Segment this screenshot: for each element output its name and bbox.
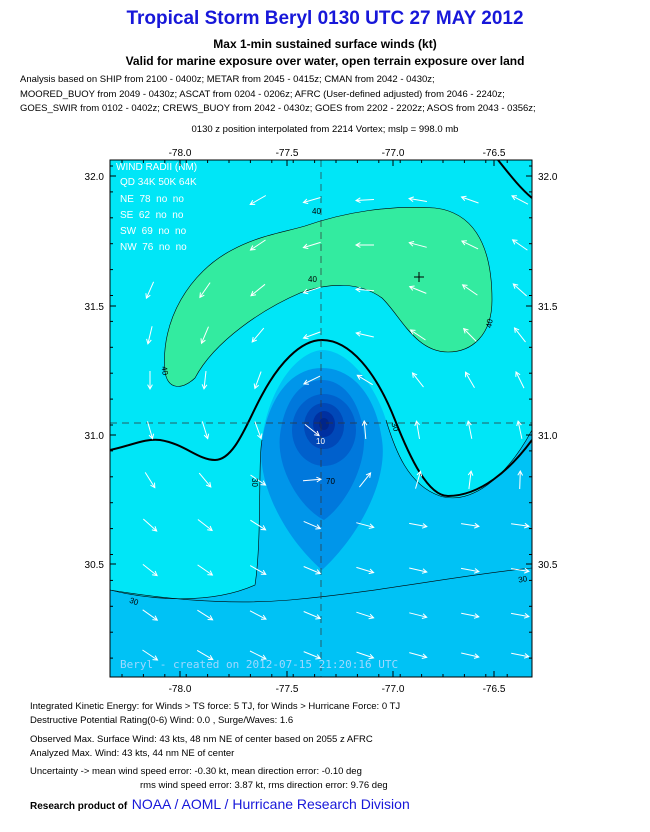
wind-radii-row: SE 62 no no xyxy=(120,210,184,221)
uncertainty-line: Uncertainty -> mean wind speed error: -0.30 kt, mean direction error: -0.10 deg xyxy=(30,766,362,777)
contour-label: 40 xyxy=(159,365,170,376)
lat-labels-right xyxy=(538,172,558,571)
lat-labels-left xyxy=(85,172,105,571)
lon-tick-label: -77.0 xyxy=(381,148,405,159)
lat-tick-label: 31.5 xyxy=(84,302,104,313)
contour-100 xyxy=(319,418,329,430)
wind-radii-row: NE 78 no no xyxy=(120,194,184,205)
ike-line: Integrated Kinetic Energy: for Winds > TS force: 5 TJ, for Winds > Hurricane Force: 0 TJ xyxy=(30,701,401,712)
contour-label: 30 xyxy=(517,574,528,585)
lat-tick-label: 30.5 xyxy=(538,560,558,571)
lon-labels-top xyxy=(169,148,506,159)
observed-max-line: Observed Max. Surface Wind: 43 kts, 48 nm NE of center based on 2055 z AFRC xyxy=(30,734,373,745)
wind-radii-header: QD 34K 50K 64K xyxy=(120,177,197,188)
lon-tick-label: -76.5 xyxy=(482,684,506,695)
research-credit xyxy=(30,796,410,814)
contour-label: 40 xyxy=(312,207,321,216)
lat-tick-label: 32.0 xyxy=(84,172,104,183)
lat-tick-label: 31.5 xyxy=(538,302,558,313)
page-title: Tropical Storm Beryl 0130 UTC 27 MAY 2012 xyxy=(126,8,524,29)
contour-label: 30 xyxy=(250,478,259,487)
subtitle-wind-type: Max 1-min sustained surface winds (kt) xyxy=(213,37,437,51)
destructive-potential-line: Destructive Potential Rating(0-6) Wind: 0.0 , Surge/Waves: 1.6 xyxy=(30,715,294,726)
credit-line: Beryl - created on 2012-07-15 21:20:16 UTC xyxy=(120,658,399,671)
analysis-line: Analysis based on SHIP from 2100 - 0400z; METAR from 2045 - 0415z; CMAN from 2042 - 0430z; xyxy=(20,74,435,85)
research-org-link[interactable]: NOAA / AOML / Hurricane Research Division xyxy=(131,796,410,812)
contour-label: 30 xyxy=(128,595,140,608)
lat-tick-label: 31.0 xyxy=(538,431,558,442)
lon-labels-bottom xyxy=(169,684,506,695)
wind-radii-row: SW 69 no no xyxy=(120,226,187,237)
analyzed-max-line: Analyzed Max. Wind: 43 kts, 44 nm NE of center xyxy=(30,748,235,759)
contour-label: 70 xyxy=(326,477,335,486)
wind-radii-title: WIND RADII (NM) xyxy=(116,162,198,173)
contour-label: 30 xyxy=(389,421,401,433)
subtitle-exposure: Valid for marine exposure over water, open terrain exposure over land xyxy=(125,54,525,68)
contour-label: 40 xyxy=(308,275,317,284)
wind-arrow xyxy=(520,471,521,489)
lat-tick-label: 30.5 xyxy=(84,560,104,571)
analysis-line: GOES_SWIR from 0102 - 0402z; CREWS_BUOY from 2042 - 0430z; GOES from 2202 - 2202z; ASOS from 2043 - 0356z; xyxy=(20,103,536,114)
contour-label: 10 xyxy=(316,437,325,446)
lon-tick-label: -78.0 xyxy=(168,684,192,695)
lat-tick-label: 32.0 xyxy=(538,172,558,183)
lon-tick-label: -77.0 xyxy=(381,684,405,695)
position-note: 0130 z position interpolated from 2214 Vortex; mslp = 998.0 mb xyxy=(191,124,459,135)
lon-tick-label: -77.5 xyxy=(275,684,299,695)
contour-label: 40 xyxy=(484,318,495,329)
wind-radii-row: NW 76 no no xyxy=(120,242,187,253)
lon-tick-label: -78.0 xyxy=(168,148,192,159)
lon-tick-label: -77.5 xyxy=(275,148,299,159)
analysis-line: MOORED_BUOY from 2049 - 0430z; ASCAT from 0204 - 0206z; AFRC (User-defined adjusted) from 2046 - 2240z; xyxy=(20,88,505,100)
lon-tick-label: -76.5 xyxy=(482,148,506,159)
research-label: Research product of xyxy=(30,801,128,812)
uncertainty-rms-line: rms wind speed error: 3.87 kt, rms direction error: 9.76 deg xyxy=(140,780,388,791)
lat-tick-label: 31.0 xyxy=(84,431,104,442)
